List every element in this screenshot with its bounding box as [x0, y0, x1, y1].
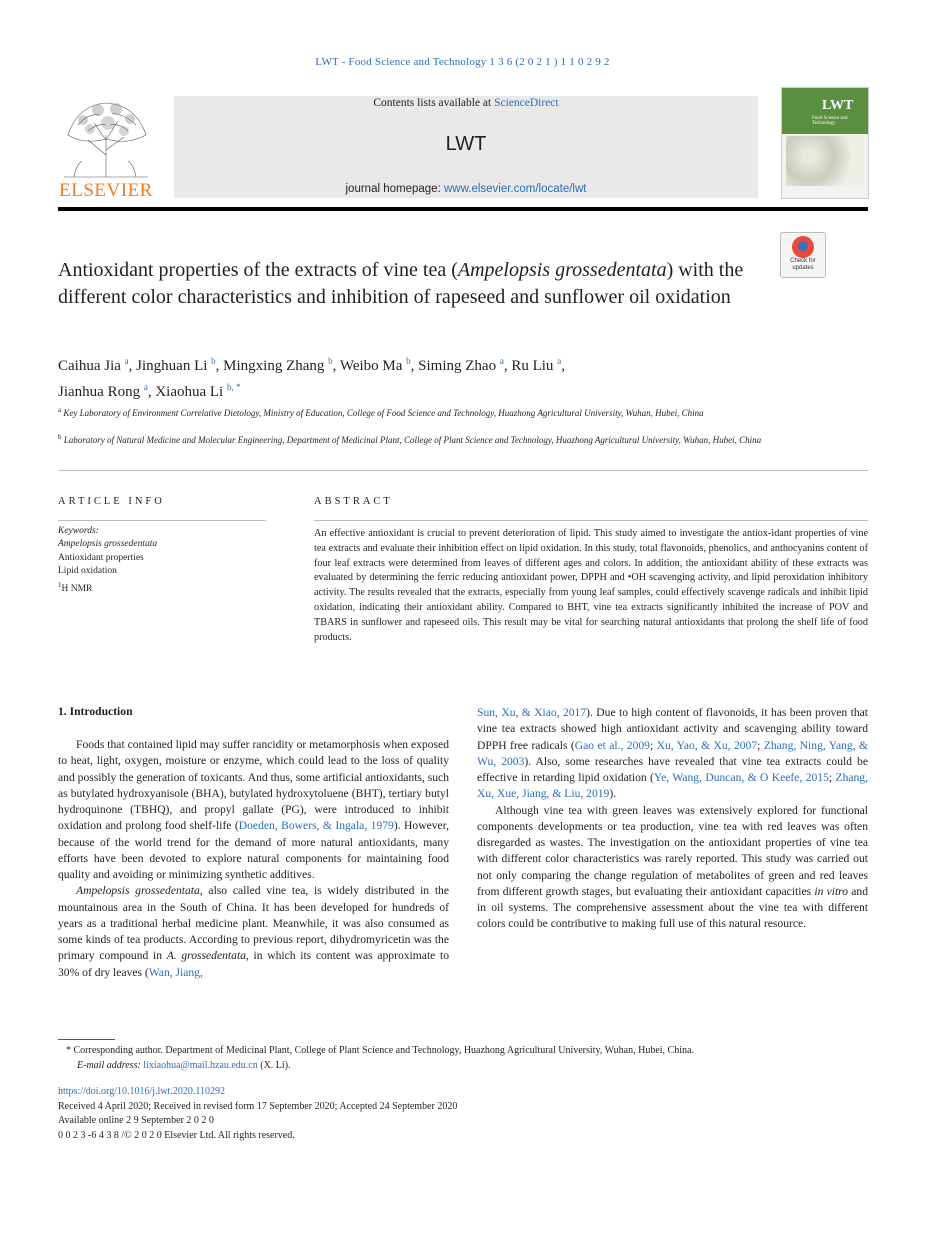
- email-link[interactable]: lixiaohua@mail.hzau.edu.cn: [143, 1059, 258, 1071]
- keywords-rule: [58, 520, 266, 521]
- citation-link[interactable]: Sun, Xu, & Xiao, 2017: [477, 706, 587, 719]
- doi-link[interactable]: https://doi.org/10.1016/j.lwt.2020.110292: [58, 1086, 225, 1097]
- available-online: Available online 2 9 September 2 0 2 0: [58, 1115, 214, 1126]
- author[interactable]: Jianhua Rong $^a$,: [58, 381, 156, 400]
- check-updates-icon: [792, 236, 814, 258]
- paragraph: Ampelopsis grossedentata, also called vine tea, is widely distributed in the mountainous area in the South of China. It has been developed for hundreds of years as a traditional herbal medicine plant. Meanwhile, it was also consumed as some kinds of tea products. According to previous report, dihydromyricetin was the primary compound in A. grossedentata, in which its content was approximate to 30% of dry leaves (Wan, Jiang,: [58, 884, 449, 979]
- author[interactable]: Mingxing Zhang $^b$,: [223, 356, 340, 374]
- author[interactable]: Jinghuan Li $^b$,: [136, 356, 224, 374]
- corresponding-author-footnote: * Corresponding author. Department of Medicinal Plant, College of Plant Science and Technology, Huazhong Agricultural University, Wuhan, Hubei, China. E-mail address: lixiaohua@mail.hzau.edu.cn (X. Li).: [66, 1045, 694, 1071]
- citation-link[interactable]: Zhang, Ning, Yang, & Wu, 2003: [477, 738, 868, 768]
- keyword: Lipid oxidation: [58, 566, 117, 577]
- affiliation-a: $^a$ Key Laboratory of Environment Correlative Dietology, Ministry of Education, College of Food Science and Technology, Huazhong Agricultural University, Wuhan, Hubei, China: [58, 406, 704, 418]
- author[interactable]: Weibo Ma $^b$,: [339, 356, 419, 374]
- keyword: $^1$H NMR: [58, 580, 93, 594]
- affiliation-b: $^b$ Laboratory of Natural Medicine and Molecular Engineering, Department of Medicinal Plant, College of Plant Science and Technology, Huazhong Agricultural University, Wuhan, Hubei, China: [58, 433, 762, 445]
- article-title: [58, 257, 768, 310]
- citation-link[interactable]: Ye, Wang, Duncan, & O Keefe, 2015: [653, 771, 829, 784]
- footnote-rule: [58, 1039, 115, 1040]
- article-info-heading: ARTICLE INFO: [58, 496, 165, 507]
- citation-link[interactable]: Zhang, Xu, Xue, Jiang, & Liu, 2019: [477, 771, 869, 801]
- paragraph: Sun, Xu, & Xiao, 2017). Due to high content of flavonoids, it has been proven that vine tea extracts showed high antioxidant activity and scavenging ability toward DPPH free radicals (Gao et al., 2009; Xu, Yao, & Xu, 2007; Zhang, Ning, Yang, & Wu, 2003). Also, some researches have revealed that vine tea extracts could be effective in retarding lipid oxidation (Ye, Wang, Duncan, & O Keefe, 2015; Zhang, Xu, Xue, Jiang, & Liu, 2019).: [477, 706, 869, 801]
- journal-cover-thumbnail[interactable]: [781, 87, 869, 199]
- citation-link[interactable]: Doeden, Bowers, & Ingala, 1979: [238, 819, 394, 833]
- abstract-rule: [314, 520, 868, 521]
- citation-link[interactable]: Wan, Jiang,: [148, 965, 203, 979]
- journal-name: LWT: [445, 133, 487, 155]
- homepage-link[interactable]: www.elsevier.com/locate/lwt: [443, 183, 587, 195]
- paragraph: Although vine tea with green leaves was extensively explored for functional components developments or tea production, vine tea with red leaves was often disregarded as wastes. The investigation on the antioxidant properties of vine tea with different color characteristics was rarely reported. This study was carried out not only comparing the change regulation of metabolites of green and red leaves from different growth stages, but evaluating their antioxidant capacities in vitro and in oil systems. The comprehensive assessment about the vine tea with different colors could be contributive to making full use of this natural resource.: [477, 803, 868, 931]
- keyword: Ampelopsis grossedentata: [58, 539, 158, 550]
- check-updates-label: Check for updates: [790, 258, 816, 271]
- citation-link[interactable]: Gao et al., 2009: [574, 738, 650, 752]
- section-heading-introduction: 1. Introduction: [58, 705, 133, 718]
- citation-link[interactable]: Xu, Yao, & Xu, 2007: [656, 738, 758, 752]
- title-part-2: ) with the different color characteristics and inhibition of rapeseed and sunflower oil oxidation: [58, 259, 744, 308]
- keyword: Antioxidant properties: [58, 552, 144, 563]
- body-column-right: [477, 705, 868, 933]
- homepage-prefix: journal homepage:: [345, 183, 444, 195]
- cover-subtitle: Food Science and Technology: [812, 116, 848, 126]
- author-list: [58, 351, 868, 402]
- received-dates: Received 4 April 2020; Received in revised form 17 September 2020; Accepted 24 September 2020: [58, 1100, 458, 1112]
- title-species: Ampelopsis grossedentata: [457, 259, 667, 281]
- publisher-logo-text[interactable]: ELSEVIER: [59, 180, 153, 201]
- author[interactable]: Siming Zhao $^a$,: [418, 356, 512, 374]
- section-divider: [58, 470, 868, 471]
- publication-info: [58, 1085, 868, 1143]
- author[interactable]: Caihua Jia $^a$,: [58, 356, 137, 374]
- keywords-label: Keywords:: [58, 526, 99, 536]
- title-part-1: Antioxidant properties of the extracts of vine tea (: [58, 259, 458, 281]
- journal-homepage-line: [174, 183, 758, 195]
- cover-title: LWT: [822, 98, 854, 113]
- keywords-block: [58, 525, 266, 596]
- check-for-updates-badge[interactable]: [780, 232, 826, 278]
- sciencedirect-link[interactable]: ScienceDirect: [494, 97, 559, 109]
- contents-lists-line: [174, 97, 758, 109]
- body-column-left: [58, 737, 449, 981]
- journal-reference[interactable]: LWT - Food Science and Technology 1 3 6 (2 0 2 1 ) 1 1 0 2 9 2: [315, 56, 610, 68]
- header-rule: [58, 207, 868, 211]
- abstract-text: An effective antioxidant is crucial to prevent deterioration of lipid. This study aimed to investigate the antiox-idant properties of vine tea extracts and evaluate their inhibition effect on lipid oxidation. In this study, total flavonoids, phenolics, and anthocyanins content of four leaf extracts were determined from leaves of different ages and colors. In addition, the antioxidant ability of these extracts was evaluated by determining the ferric reducing antioxidant power, DPPH and •OH scavenging activity, and lipid peroxidation inhibitory activity. The results revealed that the extracts, especially from young leaf samples, could effectively scavenge radicals and inhibit lipid oxidation, indicating their antioxidant ability. Compared to BHT, vine tea extracts significantly inhibited the increase of POV and TBARS in sunflower and rapeseed oils. This result may be vital for searching natural antioxidants that prolong the shelf life of food products.: [314, 528, 868, 643]
- abstract-heading: ABSTRACT: [314, 496, 393, 507]
- paragraph: Foods that contained lipid may suffer rancidity or metamorphosis when exposed to heat, light, oxygen, moisture or enzyme, which could lead to the loss of quality and possibly the generation of toxicants. And thus, some artificial antioxidants, such as butylated hydroxyanisole (BHA), butylated hydroxytoluene (BHT), tertiary butyl hydroquinone (TBHQ), and propyl gallate (PG), were introduced to inhibit oxidation and prolong food shelf-life (Doeden, Bowers, & Ingala, 1979). However, because of the world trend for the demand of more natural antioxidants, many efforts have been devoted to explore natural components for maintaining food quality and avoiding or minimizing synthetic additives.: [58, 738, 449, 881]
- cover-image: [786, 136, 864, 186]
- author[interactable]: Ru Liu $^a$,: [511, 356, 565, 374]
- author[interactable]: Xiaohua Li $^{b, *}$: [155, 381, 241, 400]
- contents-prefix: Contents lists available at: [373, 97, 495, 109]
- copyright: 0 0 2 3 -6 4 3 8 /© 2 0 2 0 Elsevier Ltd. All rights reserved.: [58, 1129, 295, 1141]
